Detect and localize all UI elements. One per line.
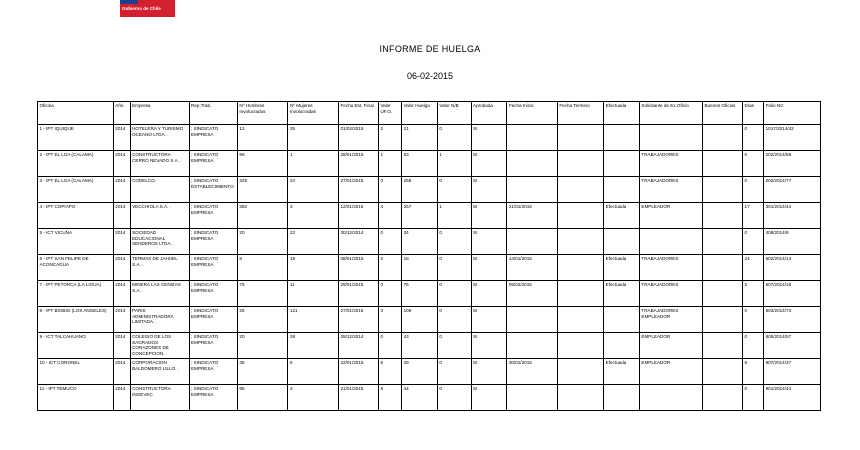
table-cell: 2014 — [113, 125, 130, 151]
table-row — [38, 281, 821, 307]
table-cell: 0 — [437, 281, 471, 307]
table-cell — [604, 229, 640, 255]
table-cell — [507, 177, 558, 203]
table-cell — [639, 125, 702, 151]
table-cell: 9 - ICT TALCAHUANO — [38, 333, 114, 359]
table-cell: SI — [471, 333, 507, 359]
table-cell: CORPORACION BALDOMERO LILLO. . — [130, 359, 189, 385]
table-cell: 1 — [437, 203, 471, 229]
table-cell: 8 — [237, 255, 288, 281]
table-cell: 8 - IPT BIOBIO (LOS ANGELES) — [38, 307, 114, 333]
table-cell: 12 — [237, 125, 288, 151]
table-cell: 0 — [378, 333, 401, 359]
table-cell: 2014 — [113, 359, 130, 385]
table-cell: ; SINDICATO EMPRESA — [189, 151, 237, 177]
table-cell — [703, 255, 743, 281]
table-cell — [639, 229, 702, 255]
table-cell — [557, 229, 603, 255]
table-cell: 325 — [237, 177, 288, 203]
table-cell: PARIS ADMINISTRADORA LIMITADA. . — [130, 307, 189, 333]
table-cell: 28/01/2015 — [338, 151, 378, 177]
table-cell: SI — [471, 281, 507, 307]
table-cell: 28 — [288, 333, 339, 359]
table-cell — [557, 307, 603, 333]
table-cell: SI — [471, 177, 507, 203]
table-cell: 0 — [743, 177, 764, 203]
table-cell: 7 - IPT PETORCA (LA LIGUA) — [38, 281, 114, 307]
table-cell: 1 — [288, 151, 339, 177]
table-cell: 6 - IPT SAN FELIPE DE ACONCAGUA — [38, 255, 114, 281]
column-header: Nº Mujeres Involucradas — [288, 102, 339, 125]
table-cell: 21/01/2015 — [507, 203, 558, 229]
table-cell: 19 — [288, 255, 339, 281]
table-cell — [557, 385, 603, 411]
column-header: Aprobada — [471, 102, 507, 125]
table-row — [38, 359, 821, 385]
table-cell: ; SINDICATO EMPRESA — [189, 359, 237, 385]
table-cell: 0 — [743, 125, 764, 151]
table-cell: 10 - ICT CORONEL — [38, 359, 114, 385]
table-cell: 408/2014/8 — [764, 229, 821, 255]
column-header: Empresa — [130, 102, 189, 125]
table-cell: 5 - ICT VICUÑA — [38, 229, 114, 255]
table-cell — [557, 125, 603, 151]
table-cell: HOTELERA Y TURISMO OCEANO LTDA. . — [130, 125, 189, 151]
table-cell: 2014 — [113, 229, 130, 255]
table-cell: 4 — [378, 203, 401, 229]
table-cell: 3 - IPT EL LOA (CALAMA) — [38, 177, 114, 203]
table-cell: 0 — [378, 281, 401, 307]
table-cell: 27/01/2015 — [338, 307, 378, 333]
table-cell: 0 — [743, 229, 764, 255]
table-cell: 2014 — [113, 255, 130, 281]
logo-text: Gobierno de Chile — [122, 6, 161, 11]
table-cell: COLEGIO DE LOS SAGRADOS CORAZONES DE CONCEPCION. . — [130, 333, 189, 359]
table-cell — [639, 385, 702, 411]
table-cell: 502/2014/13 — [764, 255, 821, 281]
table-cell: 75 — [402, 281, 438, 307]
table-cell: 2014 — [113, 333, 130, 359]
table-cell: ; SINDICATO EMPRESA — [189, 125, 237, 151]
table-cell — [703, 125, 743, 151]
table-cell: 507/2014/18 — [764, 281, 821, 307]
table-cell — [604, 177, 640, 203]
table-cell: 0 — [437, 255, 471, 281]
table-cell: 0 — [437, 385, 471, 411]
table-cell: 22 — [288, 229, 339, 255]
table-row — [38, 177, 821, 203]
table-cell: 301/2014/44 — [764, 203, 821, 229]
table-cell: ; SINDICATO EMPRESA — [189, 333, 237, 359]
table-cell: 2014 — [113, 385, 130, 411]
table-cell: ; SINDICATO EMPRESA — [189, 281, 237, 307]
table-cell: 0 — [743, 385, 764, 411]
table-cell: 27/01/2015 — [338, 177, 378, 203]
column-header: Valor Huelga — [402, 102, 438, 125]
table-cell: 3 — [378, 307, 401, 333]
table-cell: 2014 — [113, 307, 130, 333]
table-cell: 22/01/2015 — [338, 359, 378, 385]
table-cell: 4 - IPT COPIAPO — [38, 203, 114, 229]
column-header: Buenos Oficios — [703, 102, 743, 125]
column-header: Fecha Termino — [557, 102, 603, 125]
table-cell: SI — [471, 307, 507, 333]
table-row — [38, 255, 821, 281]
table-cell: 3 — [288, 203, 339, 229]
table-cell: TRABAJADORES — [639, 255, 702, 281]
table-cell — [604, 307, 640, 333]
table-cell: 258 — [402, 177, 438, 203]
table-cell — [557, 255, 603, 281]
table-cell: 75 — [237, 281, 288, 307]
table-cell: 14/01/2015 — [507, 255, 558, 281]
table-cell — [703, 281, 743, 307]
table-cell: Efectuada — [604, 359, 640, 385]
column-header: Oficina — [38, 102, 114, 125]
table-row — [38, 203, 821, 229]
table-cell: 85 — [237, 385, 288, 411]
table-cell — [507, 151, 558, 177]
column-header: Solicitante de Ex.Oficio — [639, 102, 702, 125]
table-cell: ; SINDICATO EMPRESA — [189, 255, 237, 281]
table-cell — [507, 229, 558, 255]
table-cell: TRABAJADORES EMPLEADOR — [639, 307, 702, 333]
table-row — [38, 333, 821, 359]
report-date: 06-02-2015 — [406, 71, 454, 81]
table-cell: 108 — [402, 307, 438, 333]
table-cell: 8 — [743, 359, 764, 385]
column-header: Nº Hombres Involucrados — [237, 102, 288, 125]
table-cell: 5 — [378, 359, 401, 385]
gobierno-logo — [120, 0, 175, 17]
table-cell: 25 — [288, 125, 339, 151]
table-cell: 2014 — [113, 281, 130, 307]
table-cell — [557, 203, 603, 229]
table-cell: MINERA LAS CENIZAS S.A. . — [130, 281, 189, 307]
table-cell: ; SINDICATO EMPRESA — [189, 203, 237, 229]
table-cell: 202/2014/68 — [764, 151, 821, 177]
table-cell: 29/12/2014 — [338, 333, 378, 359]
table-cell — [703, 177, 743, 203]
table-cell: EMPLEADOR — [639, 359, 702, 385]
table-cell — [507, 333, 558, 359]
column-header: Efectuada — [604, 102, 640, 125]
table-cell: 1017/2014/42 — [764, 125, 821, 151]
table-cell — [557, 151, 603, 177]
table-cell: 28 — [237, 307, 288, 333]
table-cell: 05/02/2015 — [507, 281, 558, 307]
table-cell: 202/2014/77 — [764, 177, 821, 203]
table-cell — [604, 385, 640, 411]
table-cell: ; SINDICATO ESTABLECIMIENTO — [189, 177, 237, 203]
table-cell: SI — [471, 203, 507, 229]
table-cell: 20 — [237, 229, 288, 255]
table-cell — [557, 281, 603, 307]
table-cell: 01/02/2015 — [338, 125, 378, 151]
table-cell — [703, 151, 743, 177]
table-cell: 29/01/2015 — [338, 281, 378, 307]
table-cell: 0 — [437, 359, 471, 385]
column-header: Rep.Trab. — [189, 102, 237, 125]
table-cell: 43 — [402, 333, 438, 359]
table-cell: 0 — [378, 229, 401, 255]
table-cell: 21/01/2015 — [338, 385, 378, 411]
logo-flag-strip — [120, 0, 138, 4]
column-header: Fecha Est. Final — [338, 102, 378, 125]
table-cell: TRABAJADORES — [639, 151, 702, 177]
table-cell: CONSTRUCTORA CERRO NEVADO S.A. . — [130, 151, 189, 177]
table-cell: ; SINDICATO EMPRESA — [189, 307, 237, 333]
table-cell: 38 — [237, 359, 288, 385]
table-cell: 24 — [743, 255, 764, 281]
table-cell: ; SINDICATO EMPRESA — [189, 385, 237, 411]
table-cell: 257 — [402, 203, 438, 229]
table-row — [38, 151, 821, 177]
table-cell: 805/2014/57 — [764, 333, 821, 359]
table-cell: Efectuada — [604, 203, 640, 229]
table-cell: 2 — [378, 125, 401, 151]
table-cell: 901/2014/43 — [764, 385, 821, 411]
table-row — [38, 125, 821, 151]
table-row — [38, 385, 821, 411]
table-cell: 24 — [288, 177, 339, 203]
table-cell: 5 — [288, 359, 339, 385]
table-cell: 0 — [437, 333, 471, 359]
table-cell: VECCHIOLA S.A. . — [130, 203, 189, 229]
column-header: Valor N/B — [437, 102, 471, 125]
table-cell: 12/01/2015 — [338, 203, 378, 229]
table-cell: SI — [471, 359, 507, 385]
strike-report-table — [37, 101, 821, 411]
table-header-row — [38, 102, 821, 125]
report-title: INFORME DE HUELGA — [379, 44, 481, 54]
table-cell: EMPLEADOR — [639, 333, 702, 359]
table-cell: 30/12/2014 — [338, 229, 378, 255]
table-cell: 807/2014/37 — [764, 359, 821, 385]
table-cell — [604, 125, 640, 151]
table-cell: 29 — [402, 359, 438, 385]
table-cell: 2014 — [113, 203, 130, 229]
table-cell: 2 - IPT EL LOA (CALAMA) — [38, 151, 114, 177]
table-cell: 11 — [288, 281, 339, 307]
column-header: Año — [113, 102, 130, 125]
table-cell: SI — [471, 151, 507, 177]
page-cutoff — [0, 445, 860, 450]
table-cell: SI — [471, 255, 507, 281]
table-cell: 08/01/2015 — [338, 255, 378, 281]
table-row — [38, 229, 821, 255]
table-cell: ; SINDICATO EMPRESA — [189, 229, 237, 255]
table-cell: SI — [471, 229, 507, 255]
table-cell — [703, 203, 743, 229]
table-cell: 53 — [402, 151, 438, 177]
table-cell: SOCIEDAD EDUCACIONAL SENDEROS LTDA. . — [130, 229, 189, 255]
table-cell — [703, 307, 743, 333]
table-cell: 8 — [378, 385, 401, 411]
table-cell: TRABAJADORES — [639, 281, 702, 307]
table-cell: 1 — [437, 151, 471, 177]
table-cell — [703, 333, 743, 359]
table-cell: 2 — [743, 281, 764, 307]
table-cell: 1 — [378, 151, 401, 177]
table-cell — [604, 151, 640, 177]
table-cell: 0 — [437, 125, 471, 151]
table-cell — [507, 125, 558, 151]
table-cell: 803/2014/73 — [764, 307, 821, 333]
table-cell — [507, 385, 558, 411]
table-cell — [703, 385, 743, 411]
table-cell — [604, 333, 640, 359]
table-cell: SI — [471, 385, 507, 411]
table-cell — [703, 359, 743, 385]
table-cell: Efectuada — [604, 255, 640, 281]
table-cell: 1 - IPT IQUIQUE — [38, 125, 114, 151]
column-header: Valor UF.O. — [378, 102, 401, 125]
table-cell: 121 — [288, 307, 339, 333]
table-cell: TRABAJADORES — [639, 177, 702, 203]
table-cell: 2 — [378, 255, 401, 281]
table-cell: CODELCO. — [130, 177, 189, 203]
table-cell: 2014 — [113, 151, 130, 177]
table-cell: 0 — [743, 151, 764, 177]
table-cell: 0 — [437, 307, 471, 333]
table-cell: 0 — [437, 177, 471, 203]
table-cell: 0 — [378, 177, 401, 203]
table-cell — [557, 359, 603, 385]
table-cell: Efectuada — [604, 281, 640, 307]
column-header: Folio NC — [764, 102, 821, 125]
table-cell: 17 — [743, 203, 764, 229]
table-cell: TERMAS DE JAHUEL S.A. . — [130, 255, 189, 281]
table-cell: 44 — [402, 385, 438, 411]
table-cell — [507, 307, 558, 333]
table-cell: 0 — [437, 229, 471, 255]
table-cell: EMPLEADOR — [639, 203, 702, 229]
table-cell: 0 — [743, 307, 764, 333]
column-header: Días — [743, 102, 764, 125]
table-cell: 11 - IPT TEMUCO — [38, 385, 114, 411]
table-cell: 382 — [237, 203, 288, 229]
table-cell: 99 — [237, 151, 288, 177]
table-cell: CONSTRUCTORA INGEVEC — [130, 385, 189, 411]
table-cell — [703, 229, 743, 255]
column-header: Fecha Inicio — [507, 102, 558, 125]
table-cell — [557, 177, 603, 203]
table-cell: 20 — [237, 333, 288, 359]
table-cell: 0 — [743, 333, 764, 359]
table-row — [38, 307, 821, 333]
table-cell: 34 — [402, 229, 438, 255]
table-cell: 3 — [288, 385, 339, 411]
table-cell: 21 — [402, 125, 438, 151]
table-cell: SI — [471, 125, 507, 151]
table-cell — [557, 333, 603, 359]
table-cell: 30/01/2015 — [507, 359, 558, 385]
table-cell: 2014 — [113, 177, 130, 203]
table-cell: 18 — [402, 255, 438, 281]
